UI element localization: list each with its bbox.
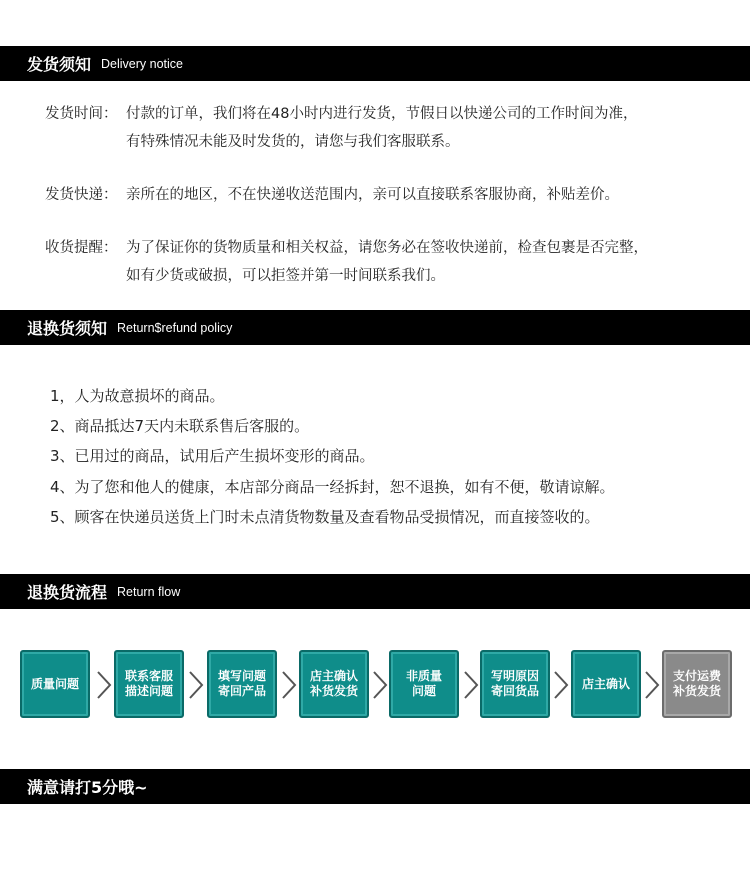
policy-item: 2、商品抵达7天内未联系售后客服的。 — [50, 417, 310, 435]
chevron-right-icon — [462, 670, 480, 700]
chevron-right-icon — [280, 670, 298, 700]
delivery-courier-line-1: 亲所在的地区，不在快递收送范围内，亲可以直接联系客服协商，补贴差价。 — [126, 187, 619, 203]
refund-header — [0, 310, 750, 345]
flow-title: 退换货流程 — [27, 583, 108, 602]
refund-title-en: Return$refund policy — [117, 320, 233, 335]
chevron-right-icon — [187, 670, 205, 700]
policy-item: 1，人为故意损坏的商品。 — [50, 387, 225, 405]
flow-step-text: 写明原因 — [490, 669, 539, 683]
policy-item: 4、为了您和他人的健康，本店部分商品一经拆封，恕不退换，如有不便，敬请谅解。 — [50, 478, 615, 496]
delivery-time-line-1: 付款的订单，我们将在48小时内进行发货，节假日以快递公司的工作时间为准， — [126, 106, 638, 122]
return-flow — [0, 650, 750, 720]
flow-step-contact-service — [114, 650, 184, 718]
flow-title-en: Return flow — [117, 584, 181, 599]
receipt-reminder-line-2: 如有少货或破损，可以拒签并第一时间联系我们。 — [126, 268, 445, 284]
flow-step-pay-shipping — [662, 650, 732, 718]
delivery-header — [0, 46, 750, 81]
chevron-right-icon — [95, 670, 113, 700]
flow-step-text: 描述问题 — [124, 684, 173, 698]
flow-step-write-reason — [480, 650, 550, 718]
flow-step-text: 问题 — [411, 684, 436, 698]
policy-item: 3、已用过的商品，试用后产生损坏变形的商品。 — [50, 447, 375, 465]
chevron-right-icon — [552, 670, 570, 700]
policy-item: 5、顾客在快递员送货上门时未点清货物数量及查看物品受损情况，而直接签收的。 — [50, 508, 600, 526]
flow-header — [0, 574, 750, 609]
flow-step-text: 补货发货 — [309, 684, 358, 698]
flow-step-owner-confirm-resend — [299, 650, 369, 718]
rating-header — [0, 769, 750, 804]
flow-step-text: 寄回货品 — [490, 684, 539, 698]
flow-step-text: 支付运费 — [672, 669, 721, 683]
flow-step-text: 联系客服 — [124, 669, 173, 683]
refund-title: 退换货须知 — [27, 319, 108, 338]
flow-step-text: 非质量 — [405, 669, 442, 683]
receipt-reminder-label: 收货提醒： — [45, 240, 118, 256]
flow-step-text: 补货发货 — [672, 684, 721, 698]
delivery-title: 发货须知 — [27, 55, 92, 74]
flow-step-quality-issue — [20, 650, 90, 718]
delivery-title-en: Delivery notice — [101, 56, 183, 71]
rating-title: 满意请打5分哦~ — [27, 778, 148, 797]
flow-step-text: 填写问题 — [217, 669, 266, 683]
chevron-right-icon — [371, 670, 389, 700]
delivery-time-label: 发货时间： — [45, 106, 118, 122]
receipt-reminder-line-1: 为了保证你的货物质量和相关权益，请您务必在签收快递前，检查包裹是否完整， — [126, 240, 648, 256]
flow-step-text: 寄回产品 — [217, 684, 266, 698]
flow-step-text: 店主确认 — [581, 676, 630, 691]
chevron-right-icon — [643, 670, 661, 700]
flow-step-text: 店主确认 — [309, 669, 358, 683]
flow-step-non-quality — [389, 650, 459, 718]
flow-step-owner-confirm — [571, 650, 641, 718]
delivery-courier-label: 发货快递： — [45, 187, 118, 203]
flow-step-text: 质量问题 — [30, 676, 79, 691]
delivery-time-line-2: 有特殊情况未能及时发货的，请您与我们客服联系。 — [126, 134, 460, 150]
flow-step-fill-issue — [207, 650, 277, 718]
